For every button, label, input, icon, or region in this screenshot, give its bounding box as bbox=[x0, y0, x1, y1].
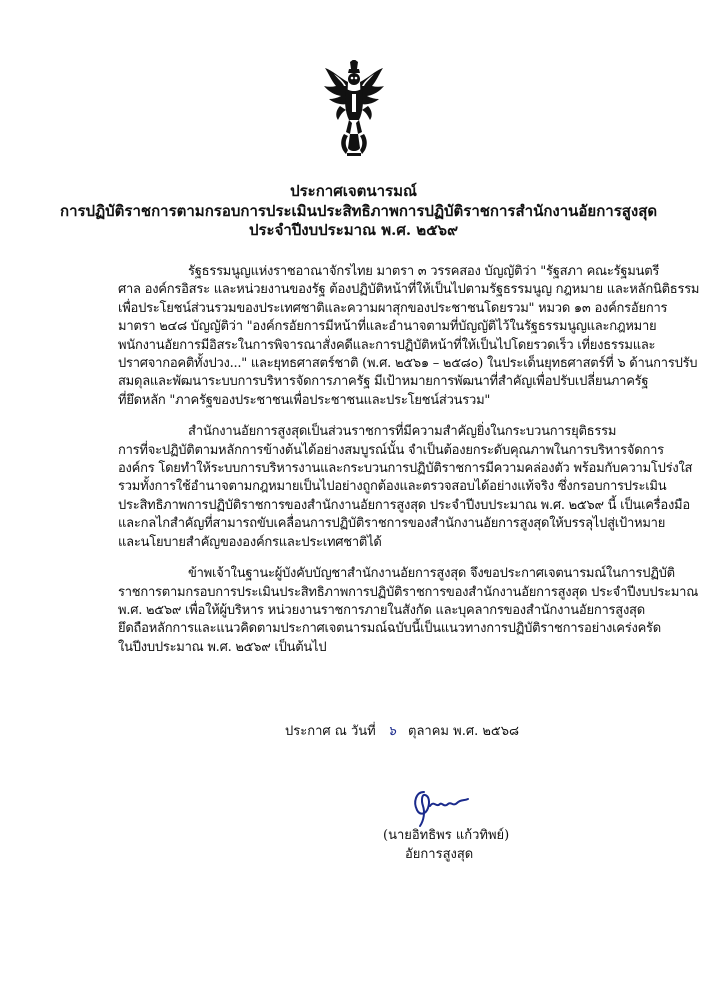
document-type-title: ประกาศเจตนารมณ์ bbox=[290, 182, 417, 200]
body-line: การที่จะปฏิบัติตามหลักการข้างต้นได้อย่างสมบูรณ์นั้น จำเป็นต้องยกระดับคุณภาพในการบริหารจัดการ bbox=[118, 442, 664, 458]
garuda-emblem-icon bbox=[322, 60, 386, 158]
body-line: ที่ยึดหลัก "ภาครัฐของประชาชนเพื่อประชาชนและประโยชน์ส่วนรวม" bbox=[118, 392, 491, 408]
paragraph-constitution bbox=[118, 263, 700, 410]
body-line: ศาล องค์กรอิสระ และหน่วยงานของรัฐ ต้องปฏิบัติหน้าที่ให้เป็นไปตามรัฐธรรมนูญ กฎหมาย และหลักนิติธรรม bbox=[118, 282, 700, 298]
date-day-handwritten: ๖ bbox=[387, 724, 396, 739]
body-line: พนักงานอัยการมีอิสระในการพิจารณาสั่งคดีและการปฏิบัติหน้าที่ให้เป็นไปโดยรวดเร็ว เที่ยงธรรมและ bbox=[118, 337, 656, 353]
date-prefix: ประกาศ ณ วันที่ bbox=[285, 724, 376, 739]
body-line: พ.ศ. ๒๕๖๙ เพื่อให้ผู้บริหาร หน่วยงานราชการภายในสังกัด และบุคลากรของสำนักงานอัยการสูงสุด bbox=[118, 602, 645, 618]
body-line: รวมทั้งการใช้อำนาจตามกฎหมายเป็นไปอย่างถูกต้องและตรวจสอบได้อย่างแท้จริง ซึ่งกรอบการประเมิน bbox=[118, 479, 667, 495]
body-line: และกลไกสำคัญที่สามารถขับเคลื่อนการปฏิบัติราชการของสำนักงานอัยการสูงสุดให้บรรลุไปสู่เป้าหมาย bbox=[118, 516, 666, 532]
body-line: สมดุลและพัฒนาระบบการบริหารจัดการภาครัฐ มีเป้าหมายการพัฒนาที่สำคัญเพื่อปรับเปลี่ยนภาครัฐ bbox=[118, 374, 649, 390]
signatory-position: อัยการสูงสุด bbox=[405, 847, 474, 862]
subject-title: การปฏิบัติราชการตามกรอบการประเมินประสิทธิภาพการปฏิบัติราชการสำนักงานอัยการสูงสุด bbox=[60, 201, 658, 220]
handwritten-signature bbox=[408, 788, 470, 828]
paragraph-agency-role bbox=[118, 423, 693, 552]
paragraph-declaration bbox=[118, 565, 699, 657]
body-line: ข้าพเจ้าในฐานะผู้บังคับบัญชาสำนักงานอัยการสูงสุด จึงขอประกาศเจตนารมณ์ในการปฏิบัติ bbox=[188, 566, 675, 582]
body-line: รัฐธรรมนูญแห่งราชอาณาจักรไทย มาตรา ๓ วรรคสอง บัญญัติว่า "รัฐสภา คณะรัฐมนตรี bbox=[188, 264, 660, 279]
body-line: ราชการตามกรอบการประเมินประสิทธิภาพการปฏิบัติราชการของสำนักงานอัยการสูงสุด ประจำปีงบประมาณ bbox=[118, 584, 699, 600]
body-line: ยึดถือหลักการและแนวคิดตามประกาศเจตนารมณ์ฉบับนี้เป็นแนวทางการปฏิบัติราชการอย่างเคร่งครัด bbox=[118, 621, 661, 637]
signatory-name: (นายอิทธิพร แก้วทิพย์) bbox=[383, 828, 510, 843]
body-line: มาตรา ๒๔๘ บัญญัติว่า "องค์กรอัยการมีหน้าที่และอำนาจตามที่บัญญัติไว้ในรัฐธรรมนูญและกฎหมาย bbox=[118, 319, 657, 335]
body-line: สำนักงานอัยการสูงสุดเป็นส่วนราชการที่มีความสำคัญยิ่งในกระบวนการยุติธรรม bbox=[188, 424, 617, 440]
announcement-title bbox=[60, 182, 658, 241]
date-month-year: ตุลาคม พ.ศ. ๒๕๖๘ bbox=[408, 724, 520, 739]
body-line: ปราศจากอคติทั้งปวง..." และยุทธศาสตร์ชาติ (พ.ศ. ๒๕๖๑ – ๒๕๘๐) ในประเด็นยุทธศาสตร์ที่ ๖ ด้านการปรับ bbox=[118, 356, 698, 372]
announcement-body bbox=[118, 263, 700, 670]
body-line: ในปีงบประมาณ พ.ศ. ๒๕๖๙ เป็นต้นไป bbox=[118, 639, 327, 655]
fiscal-year-title: ประจำปีงบประมาณ พ.ศ. ๒๕๖๙ bbox=[248, 221, 459, 239]
body-line: องค์กร โดยทำให้ระบบการบริหารงานและกระบวนการปฏิบัติราชการมีความคล่องตัว พร้อมกับความโปร่งใส bbox=[118, 461, 693, 477]
body-line: เพื่อประโยชน์ส่วนรวมของประเทศชาติและความผาสุกของประชาชนโดยรวม" หมวด ๑๓ องค์กรอัยการ bbox=[118, 300, 668, 316]
announcement-date bbox=[285, 723, 519, 741]
body-line: ประสิทธิภาพการปฏิบัติราชการของสำนักงานอัยการสูงสุด ประจำปีงบประมาณ พ.ศ. ๒๕๖๙ นี้ เป็นเครื่องมือ bbox=[118, 497, 690, 513]
body-line: และนโยบายสำคัญขององค์กรและประเทศชาติได้ bbox=[118, 534, 382, 550]
